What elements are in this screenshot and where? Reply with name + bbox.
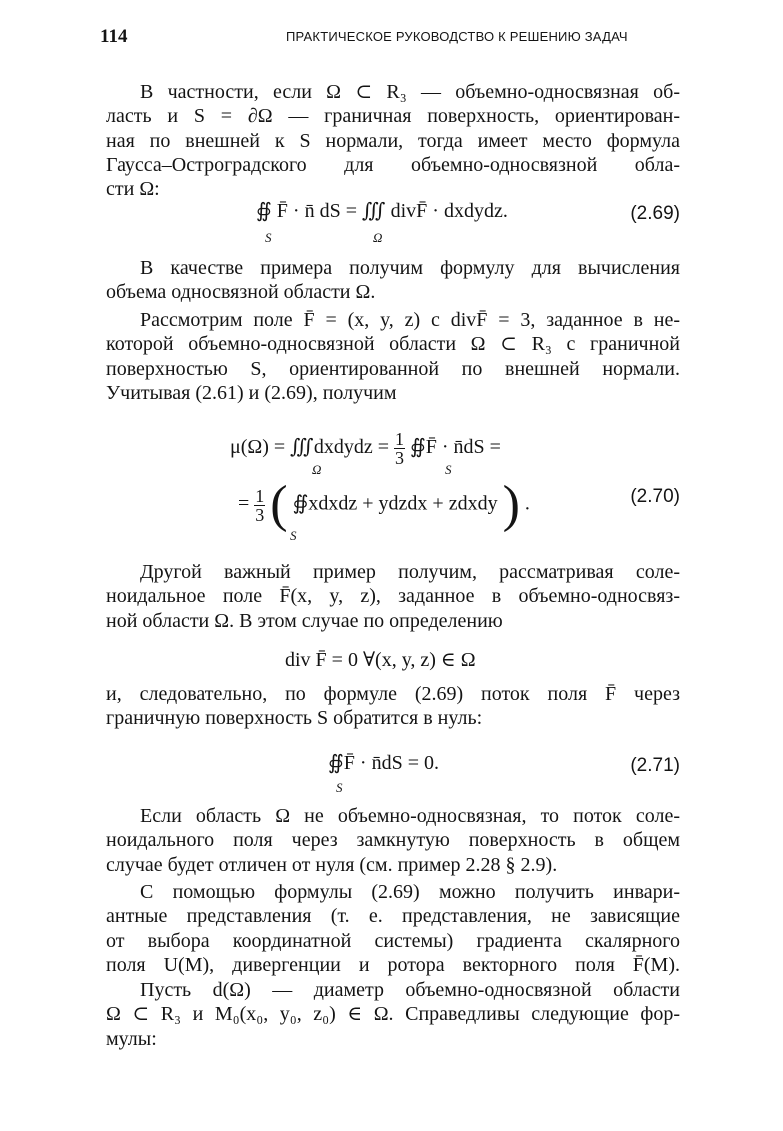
fraction-denominator: 3 xyxy=(394,448,404,468)
equation-subscript: Ω xyxy=(373,230,383,245)
text-line: Другой важный пример получим, рассматривая соле- xyxy=(140,561,680,583)
paragraph-8 xyxy=(106,978,680,1051)
fraction xyxy=(254,487,265,524)
equation-part: ∯xdxdz + ydzdx + zdxdy xyxy=(292,492,498,515)
text-line: ноидальное поле F̄(x, y, z), заданное в объемно-односвяз- xyxy=(106,585,680,608)
equation-part: μ(Ω) = ∭dxdydz = xyxy=(230,436,389,459)
fraction-denominator: 3 xyxy=(255,504,265,525)
equation-part: . xyxy=(524,492,530,515)
text-line: объема односвязной области Ω. xyxy=(106,281,376,304)
paragraph-7 xyxy=(106,880,680,977)
text-line: Пусть d(Ω) — диаметр объемно-односвязной области xyxy=(140,979,680,1001)
equation-number: (2.69) xyxy=(630,203,680,224)
text-line: мулы: xyxy=(106,1027,157,1050)
text-line: и, следовательно, по формуле (2.69) поток поля F̄ через xyxy=(106,683,680,705)
text-line: ной области Ω. В этом случае по определению xyxy=(106,609,503,632)
equation-subscript: Ω xyxy=(312,462,322,477)
text-line: поверхностью S, ориентированной по внешней нормали. xyxy=(106,357,680,380)
text-line: случае будет отличен от нуля (см. пример 2.28 § 2.9). xyxy=(106,853,558,876)
equation-line-1 xyxy=(230,430,501,467)
text-line: сти Ω: xyxy=(106,178,160,201)
paragraph-5 xyxy=(106,682,680,731)
equation-number: (2.71) xyxy=(630,755,680,776)
equation-subscript: S xyxy=(445,462,452,477)
text-line: Рассмотрим поле F̄ = (x, y, z) с divF̄ = 3, заданное в не- xyxy=(140,309,680,331)
left-paren: ( xyxy=(270,476,288,533)
paragraph-6 xyxy=(106,804,680,877)
equation-subscript: S xyxy=(336,780,343,795)
text-line: Если область Ω не объемно-односвязная, то поток соле- xyxy=(140,805,680,827)
paragraph-2 xyxy=(106,256,680,305)
text-line: антные представления (т. е. представления, не зависящие xyxy=(106,905,680,928)
text-line: поля U(M), дивергенции и ротора векторного поля F̄(M). xyxy=(106,953,680,976)
page-number: 114 xyxy=(100,26,128,47)
right-paren: ) xyxy=(502,476,520,533)
paragraph-1 xyxy=(106,80,680,201)
equation-subscript: S xyxy=(265,230,272,245)
text-line: Учитывая (2.61) и (2.69), получим xyxy=(106,381,397,404)
text-line: которой объемно-односвязной области Ω ⊂ R₃ с граничной xyxy=(106,333,680,356)
equation-part: ∯F̄ · n̄dS = xyxy=(409,436,501,459)
text-line: ласть и S = ∂Ω — граничная поверхность, ориентирован- xyxy=(106,105,680,128)
fraction xyxy=(394,430,405,467)
equation-line-2 xyxy=(238,476,530,533)
fraction-numerator: 1 xyxy=(255,485,265,506)
equation-number: (2.70) xyxy=(630,486,680,507)
text-line: С помощью формулы (2.69) можно получить инвари- xyxy=(140,881,680,903)
text-line: Ω ⊂ R₃ и M₀(x₀, y₀, z₀) ∈ Ω. Справедливы следующие фор- xyxy=(106,1003,680,1026)
text-line: от выбора координатной системы) градиента скалярного xyxy=(106,929,680,952)
text-line: ная по внешней к S нормали, тогда имеет место формула xyxy=(106,129,680,152)
equation-subscript: S xyxy=(290,528,297,543)
text-line: В качестве примера получим формулу для вычисления xyxy=(140,257,680,279)
equation-body: ∯ F̄ · n̄ dS = ∭ divF̄ · dxdydz. xyxy=(256,200,508,222)
fraction-numerator: 1 xyxy=(394,429,404,449)
text-line: В частности, если Ω ⊂ R₃ — объемно-односвязная об- xyxy=(140,81,680,103)
equation-divergence: div F̄ = 0 ∀(x, y, z) ∈ Ω xyxy=(285,649,476,671)
running-title: ПРАКТИЧЕСКОЕ РУКОВОДСТВО К РЕШЕНИЮ ЗАДАЧ xyxy=(286,29,628,44)
paragraph-4 xyxy=(106,560,680,633)
equation-part: = xyxy=(238,492,250,515)
text-line: граничную поверхность S обратится в нуль: xyxy=(106,707,483,730)
equation-body: ∯F̄ · n̄dS = 0. xyxy=(328,752,439,774)
paragraph-3 xyxy=(106,308,680,405)
text-line: ноидального поля через замкнутую поверхность в общем xyxy=(106,829,680,852)
text-line: Гаусса–Остроградского для объемно-односвязной обла- xyxy=(106,153,680,176)
